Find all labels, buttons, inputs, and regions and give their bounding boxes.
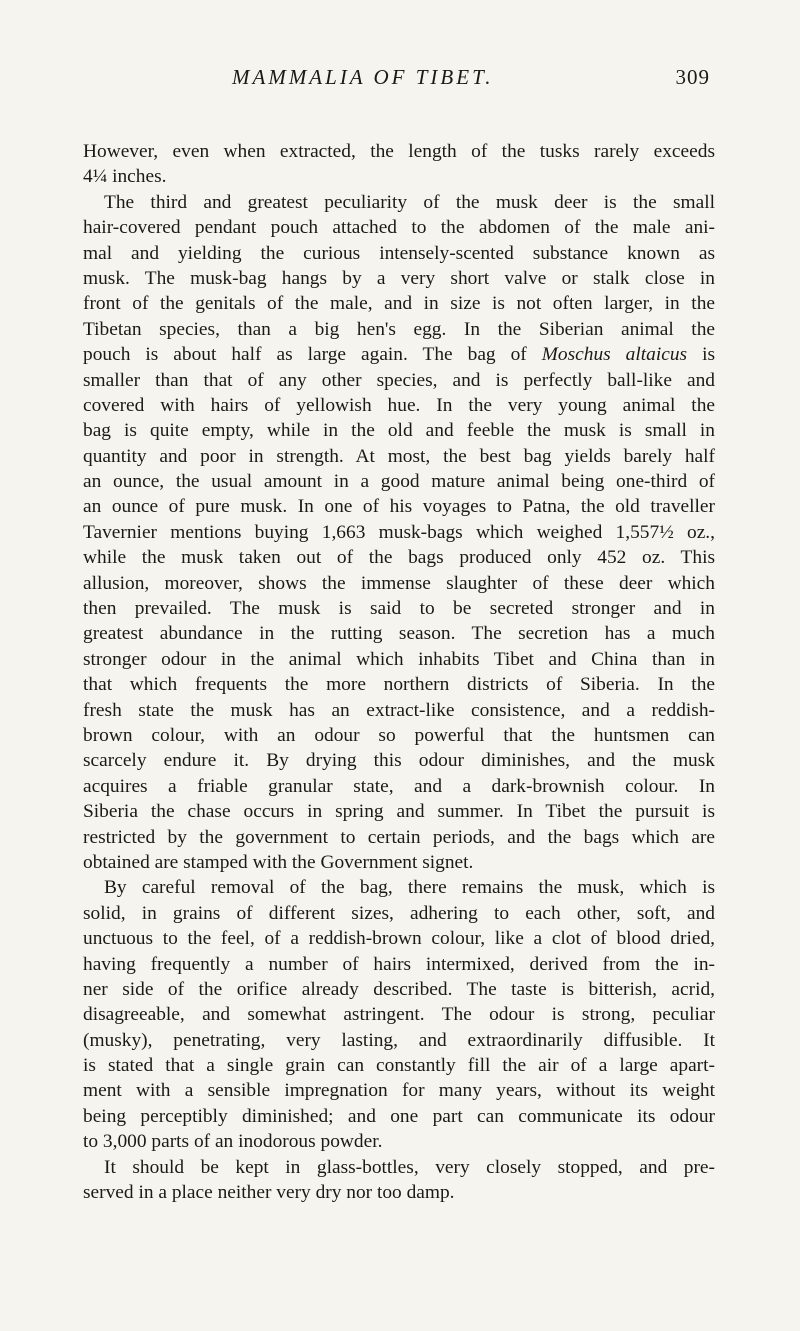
text-line: bag is quite empty, while in the old and feeble the musk is small in bbox=[83, 420, 715, 442]
paragraph-tusks bbox=[83, 139, 715, 190]
text-line: fresh state the musk has an extract-like consistence, and a reddish- bbox=[83, 699, 715, 721]
text-line: an ounce of pure musk. In one of his voyages to Patna, the old traveller bbox=[83, 496, 715, 518]
paragraph-musk-properties bbox=[83, 875, 715, 1154]
text-line: Tavernier mentions buying 1,663 musk-bags which weighed 1,557½ oz., bbox=[83, 521, 715, 543]
text-line: brown colour, with an odour so powerful that the huntsmen can bbox=[83, 724, 715, 746]
text-line: The third and greatest peculiarity of the musk deer is the small bbox=[104, 191, 715, 213]
running-title: MAMMALIA OF TIBET. bbox=[232, 65, 494, 89]
species-name: Moschus altaicus bbox=[541, 344, 688, 366]
paragraph-storage bbox=[83, 1155, 715, 1206]
text-line: solid, in grains of different sizes, adhering to each other, soft, and bbox=[83, 902, 715, 924]
text-line: covered with hairs of yellowish hue. In the very young animal the bbox=[83, 394, 715, 416]
text-line: scarcely endure it. By drying this odour diminishes, and the musk bbox=[83, 750, 715, 772]
page-number: 309 bbox=[675, 65, 710, 89]
text-line: then prevailed. The musk is said to be secreted stronger and in bbox=[83, 598, 715, 620]
text-line: 4¼ inches. bbox=[83, 166, 167, 188]
text-line: hair-covered pendant pouch attached to the abdomen of the male ani- bbox=[83, 217, 715, 239]
text-line: Siberia the chase occurs in spring and summer. In Tibet the pursuit is bbox=[83, 801, 715, 823]
text-line: acquires a friable granular state, and a dark-brownish colour. In bbox=[83, 775, 715, 797]
text-line: front of the genitals of the male, and in size is not often larger, in the bbox=[83, 293, 715, 315]
text-line: By careful removal of the bag, there remains the musk, which is bbox=[104, 877, 715, 899]
text-line: restricted by the government to certain periods, and the bags which are bbox=[83, 826, 715, 848]
text-line: disagreeable, and somewhat astringent. The odour is strong, peculiar bbox=[83, 1004, 715, 1026]
text-line: However, even when extracted, the length of the tusks rarely exceeds bbox=[83, 141, 715, 162]
text-line: an ounce, the usual amount in a good mature animal being one-third of bbox=[83, 471, 715, 493]
text-run: is bbox=[687, 344, 715, 366]
text-line: obtained are stamped with the Government signet. bbox=[83, 851, 474, 873]
text-line: having frequently a number of hairs intermixed, derived from the in- bbox=[83, 953, 715, 975]
body-text bbox=[83, 139, 715, 1205]
text-line: mal and yielding the curious intensely-scented substance known as bbox=[83, 242, 715, 264]
text-line: being perceptibly diminished; and one part can communicate its odour bbox=[83, 1105, 715, 1127]
running-head bbox=[0, 61, 800, 101]
text-line: Tibetan species, than a big hen's egg. In the Siberian animal the bbox=[83, 318, 715, 340]
text-line: to 3,000 parts of an inodorous powder. bbox=[83, 1131, 383, 1153]
text-line: unctuous to the feel, of a reddish-brown colour, like a clot of blood dried, bbox=[83, 928, 715, 950]
text-line bbox=[83, 342, 715, 367]
text-line: served in a place neither very dry nor too damp. bbox=[83, 1182, 455, 1204]
text-line: while the musk taken out of the bags produced only 452 oz. This bbox=[83, 547, 715, 569]
text-line: greatest abundance in the rutting season. The secretion has a much bbox=[83, 623, 715, 645]
text-line: allusion, moreover, shows the immense slaughter of these deer which bbox=[83, 572, 715, 594]
text-line: ment with a sensible impregnation for many years, without its weight bbox=[83, 1080, 715, 1102]
paragraph-musk-pouch bbox=[83, 190, 715, 876]
text-line: stronger odour in the animal which inhabits Tibet and China than in bbox=[83, 648, 715, 670]
text-line: It should be kept in glass-bottles, very closely stopped, and pre- bbox=[104, 1156, 715, 1178]
text-line: musk. The musk-bag hangs by a very short valve or stalk close in bbox=[83, 267, 715, 289]
text-run: pouch is about half as large again. The bag of bbox=[83, 344, 542, 366]
text-line: that which frequents the more northern districts of Siberia. In the bbox=[83, 674, 715, 696]
text-line: quantity and poor in strength. At most, the best bag yields barely half bbox=[83, 445, 715, 467]
text-line: smaller than that of any other species, and is perfectly ball-like and bbox=[83, 369, 715, 391]
text-line: (musky), penetrating, very lasting, and extraordinarily diffusible. It bbox=[83, 1029, 715, 1051]
text-line: ner side of the orifice already described. The taste is bitterish, acrid, bbox=[83, 978, 715, 1000]
text-line: is stated that a single grain can constantly fill the air of a large apart- bbox=[83, 1055, 715, 1077]
